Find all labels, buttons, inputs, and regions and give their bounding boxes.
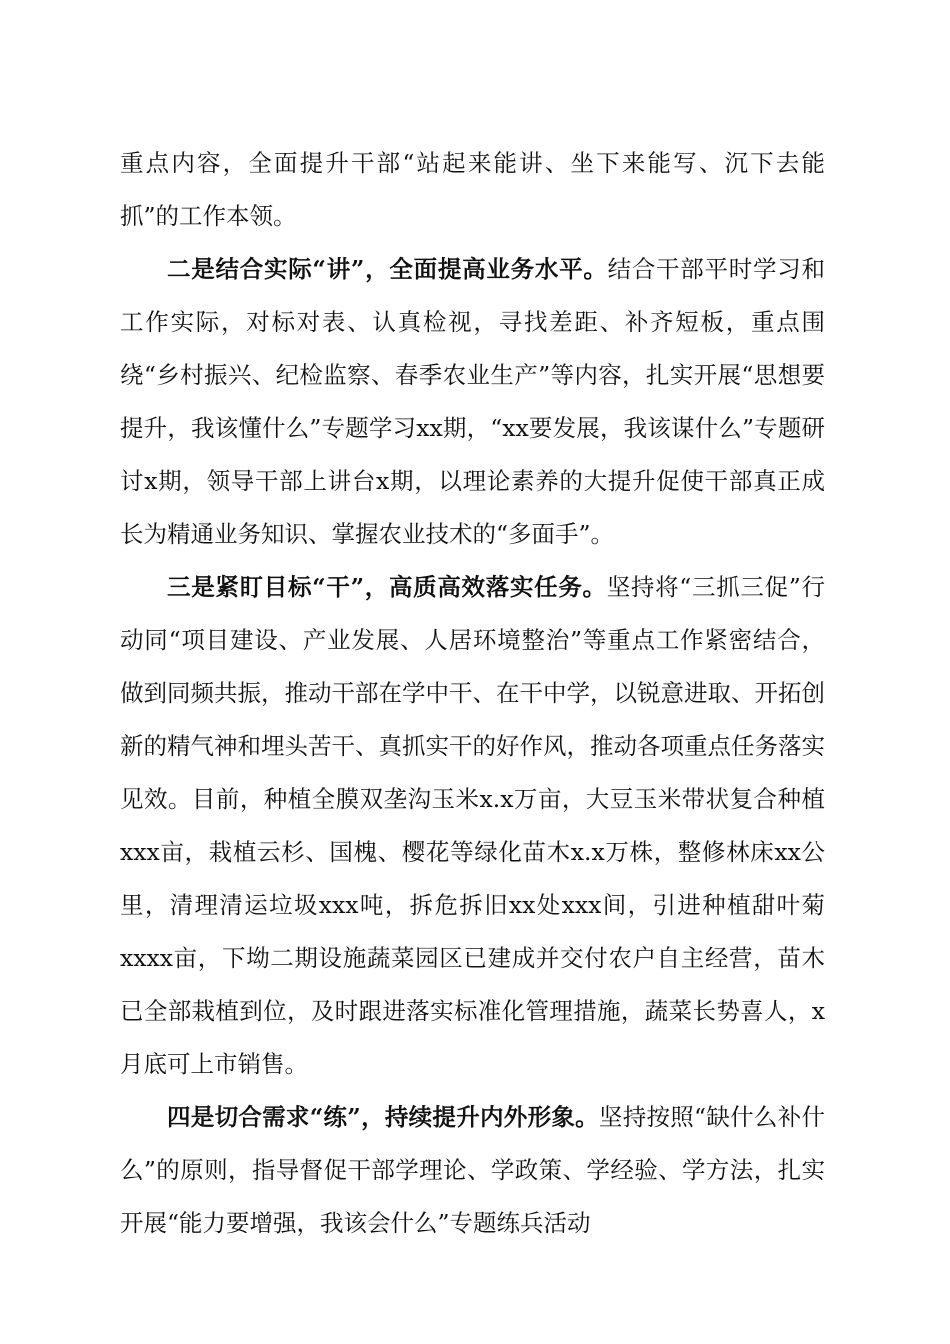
- paragraph-body: 重点内容，全面提升干部“站起来能讲、坐下来能写、沉下去能抓”的工作本领。: [120, 149, 825, 230]
- paragraph-four-practice: [120, 1091, 825, 1250]
- paragraph-two-speak: [120, 243, 825, 561]
- paragraph-three-do: [120, 561, 825, 1091]
- paragraph-heading: 三是紧盯目标“干”，高质高效落实任务。: [167, 573, 607, 601]
- document-page: [120, 137, 825, 1250]
- paragraph-body: 结合干部平时学习和工作实际，对标对表、认真检视，寻找差距、补齐短板，重点围绕“乡村振兴、纪检监察、春季农业生产”等内容，扎实开展“思想要提升，我该懂什么”专题学习xx期，“xx要发展，我该谋什么”专题研讨x期，领导干部上讲台x期，以理论素养的大提升促使干部真正成长为精通业务知识、掌握农业技术的“多面手”。: [120, 255, 825, 548]
- paragraph-heading: 四是切合需求“练”，持续提升内外形象。: [167, 1103, 599, 1131]
- paragraph-body: 坚持按照“缺什么补什么”的原则，指导督促干部学理论、学政策、学经验、学方法，扎实开展“能力要增强，我该会什么”专题练兵活动: [120, 1103, 825, 1237]
- paragraph-body: 坚持将“三抓三促”行动同“项目建设、产业发展、人居环境整治”等重点工作紧密结合，做到同频共振，推动干部在学中干、在干中学，以锐意进取、开拓创新的精气神和埋头苦干、真抓实干的好作风，推动各项重点任务落实见效。目前，种植全膜双垄沟玉米x.x万亩，大豆玉米带状复合种植xxx亩，栽植云杉、国槐、樱花等绿化苗木x.x万株，整修林床xx公里，清理清运垃圾xxx吨，拆危拆旧xx处xxx间，引进种植甜叶菊xxxx亩，下坳二期设施蔬菜园区已建成并交付农户自主经营，苗木已全部栽植到位，及时跟进落实标准化管理措施，蔬菜长势喜人，x月底可上市销售。: [120, 573, 825, 1078]
- paragraph-continued: [120, 137, 825, 243]
- paragraph-heading: 二是结合实际“讲”，全面提高业务水平。: [167, 255, 608, 283]
